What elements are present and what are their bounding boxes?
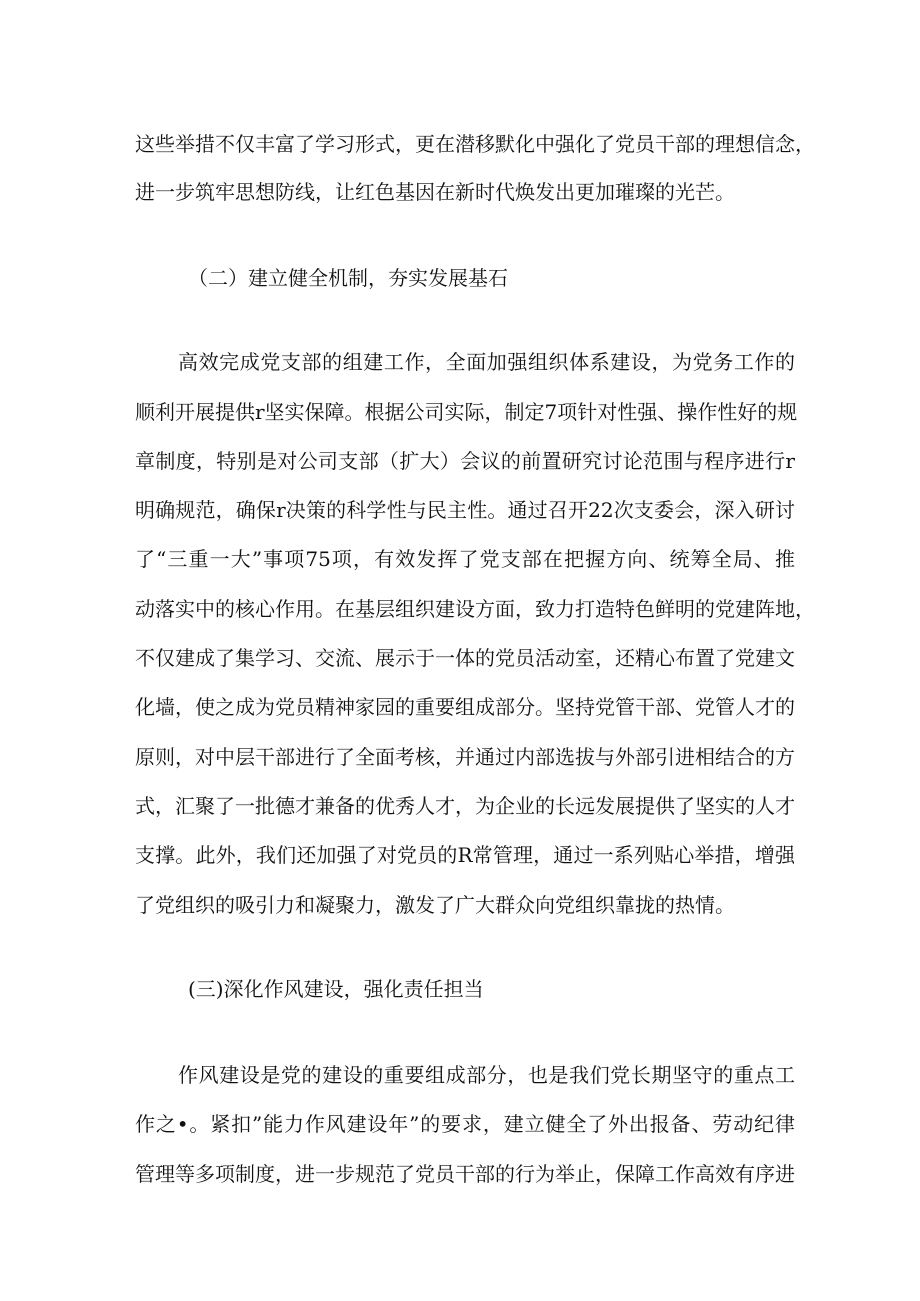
paragraph-2-line-3: 章制度，特别是对公司支部（扩大）会议的前置研究讨论范围与程序进行r bbox=[135, 449, 795, 473]
paragraph-2-line-8: 化墙，使之成为党员精神家园的重要组成部分。坚持党管干部、党管人才的 bbox=[135, 695, 795, 719]
paragraph-2-line-5: 了“三重一大”事项75项，有效发挥了党支部在把握方向、统筹全局、推 bbox=[135, 547, 795, 571]
paragraph-2-line-10: 式，汇聚了一批德才兼备的优秀人才，为企业的长远发展提供了坚实的人才 bbox=[135, 794, 795, 818]
paragraph-2-line-11: 支撑。此外，我们还加强了对党员的R常管理，通过一系列贴心举措，增强 bbox=[135, 843, 795, 867]
paragraph-2-line-12: 了党组织的吸引力和凝聚力，激发了广大群众向党组织靠拢的热情。 bbox=[135, 893, 735, 917]
paragraph-2-line-4: 明确规范，确保r决策的科学性与民主性。通过召开22次支委会，深入研讨 bbox=[135, 498, 795, 522]
section-heading-3: (三)深化作风建设，强化责任担当 bbox=[188, 977, 484, 1001]
paragraph-2-line-2: 顺利开展提供r坚实保障。根据公司实际，制定7项针对性强、操作性好的规 bbox=[135, 400, 798, 424]
paragraph-2-line-1: 高效完成党支部的组建工作，全面加强组织体系建设，为党务工作的 bbox=[178, 350, 795, 374]
paragraph-2-line-9: 原则，对中层干部进行了全面考核，并通过内部选拔与外部引进相结合的方 bbox=[135, 745, 795, 769]
paragraph-2-line-7: 不仅建成了集学习、交流、展示于一体的党员活动室，还精心布置了党建文 bbox=[135, 646, 795, 670]
paragraph-1-line-2: 进一步筑牢思想防线，让红色基因在新时代焕发出更加璀璨的光芒。 bbox=[135, 180, 735, 204]
paragraph-3-line-3: 管理等多项制度，进一步规范了党员干部的行为举止，保障工作高效有序进 bbox=[135, 1162, 795, 1186]
paragraph-2-line-6: 动落实中的核心作用。在基层组织建设方面，致力打造特色鲜明的党建阵地， bbox=[135, 597, 815, 621]
paragraph-1-line-1: 这些举措不仅丰富了学习形式，更在潜移默化中强化了党员干部的理想信念， bbox=[135, 132, 815, 156]
section-heading-2: （二）建立健全机制，夯实发展基石 bbox=[188, 266, 508, 290]
paragraph-3-line-2: 作之•。紧扣”能力作风建设年”的要求，建立健全了外出报备、劳动纪律 bbox=[135, 1112, 795, 1136]
paragraph-3-line-1: 作风建设是党的建设的重要组成部分，也是我们党长期坚守的重点工 bbox=[178, 1063, 795, 1087]
